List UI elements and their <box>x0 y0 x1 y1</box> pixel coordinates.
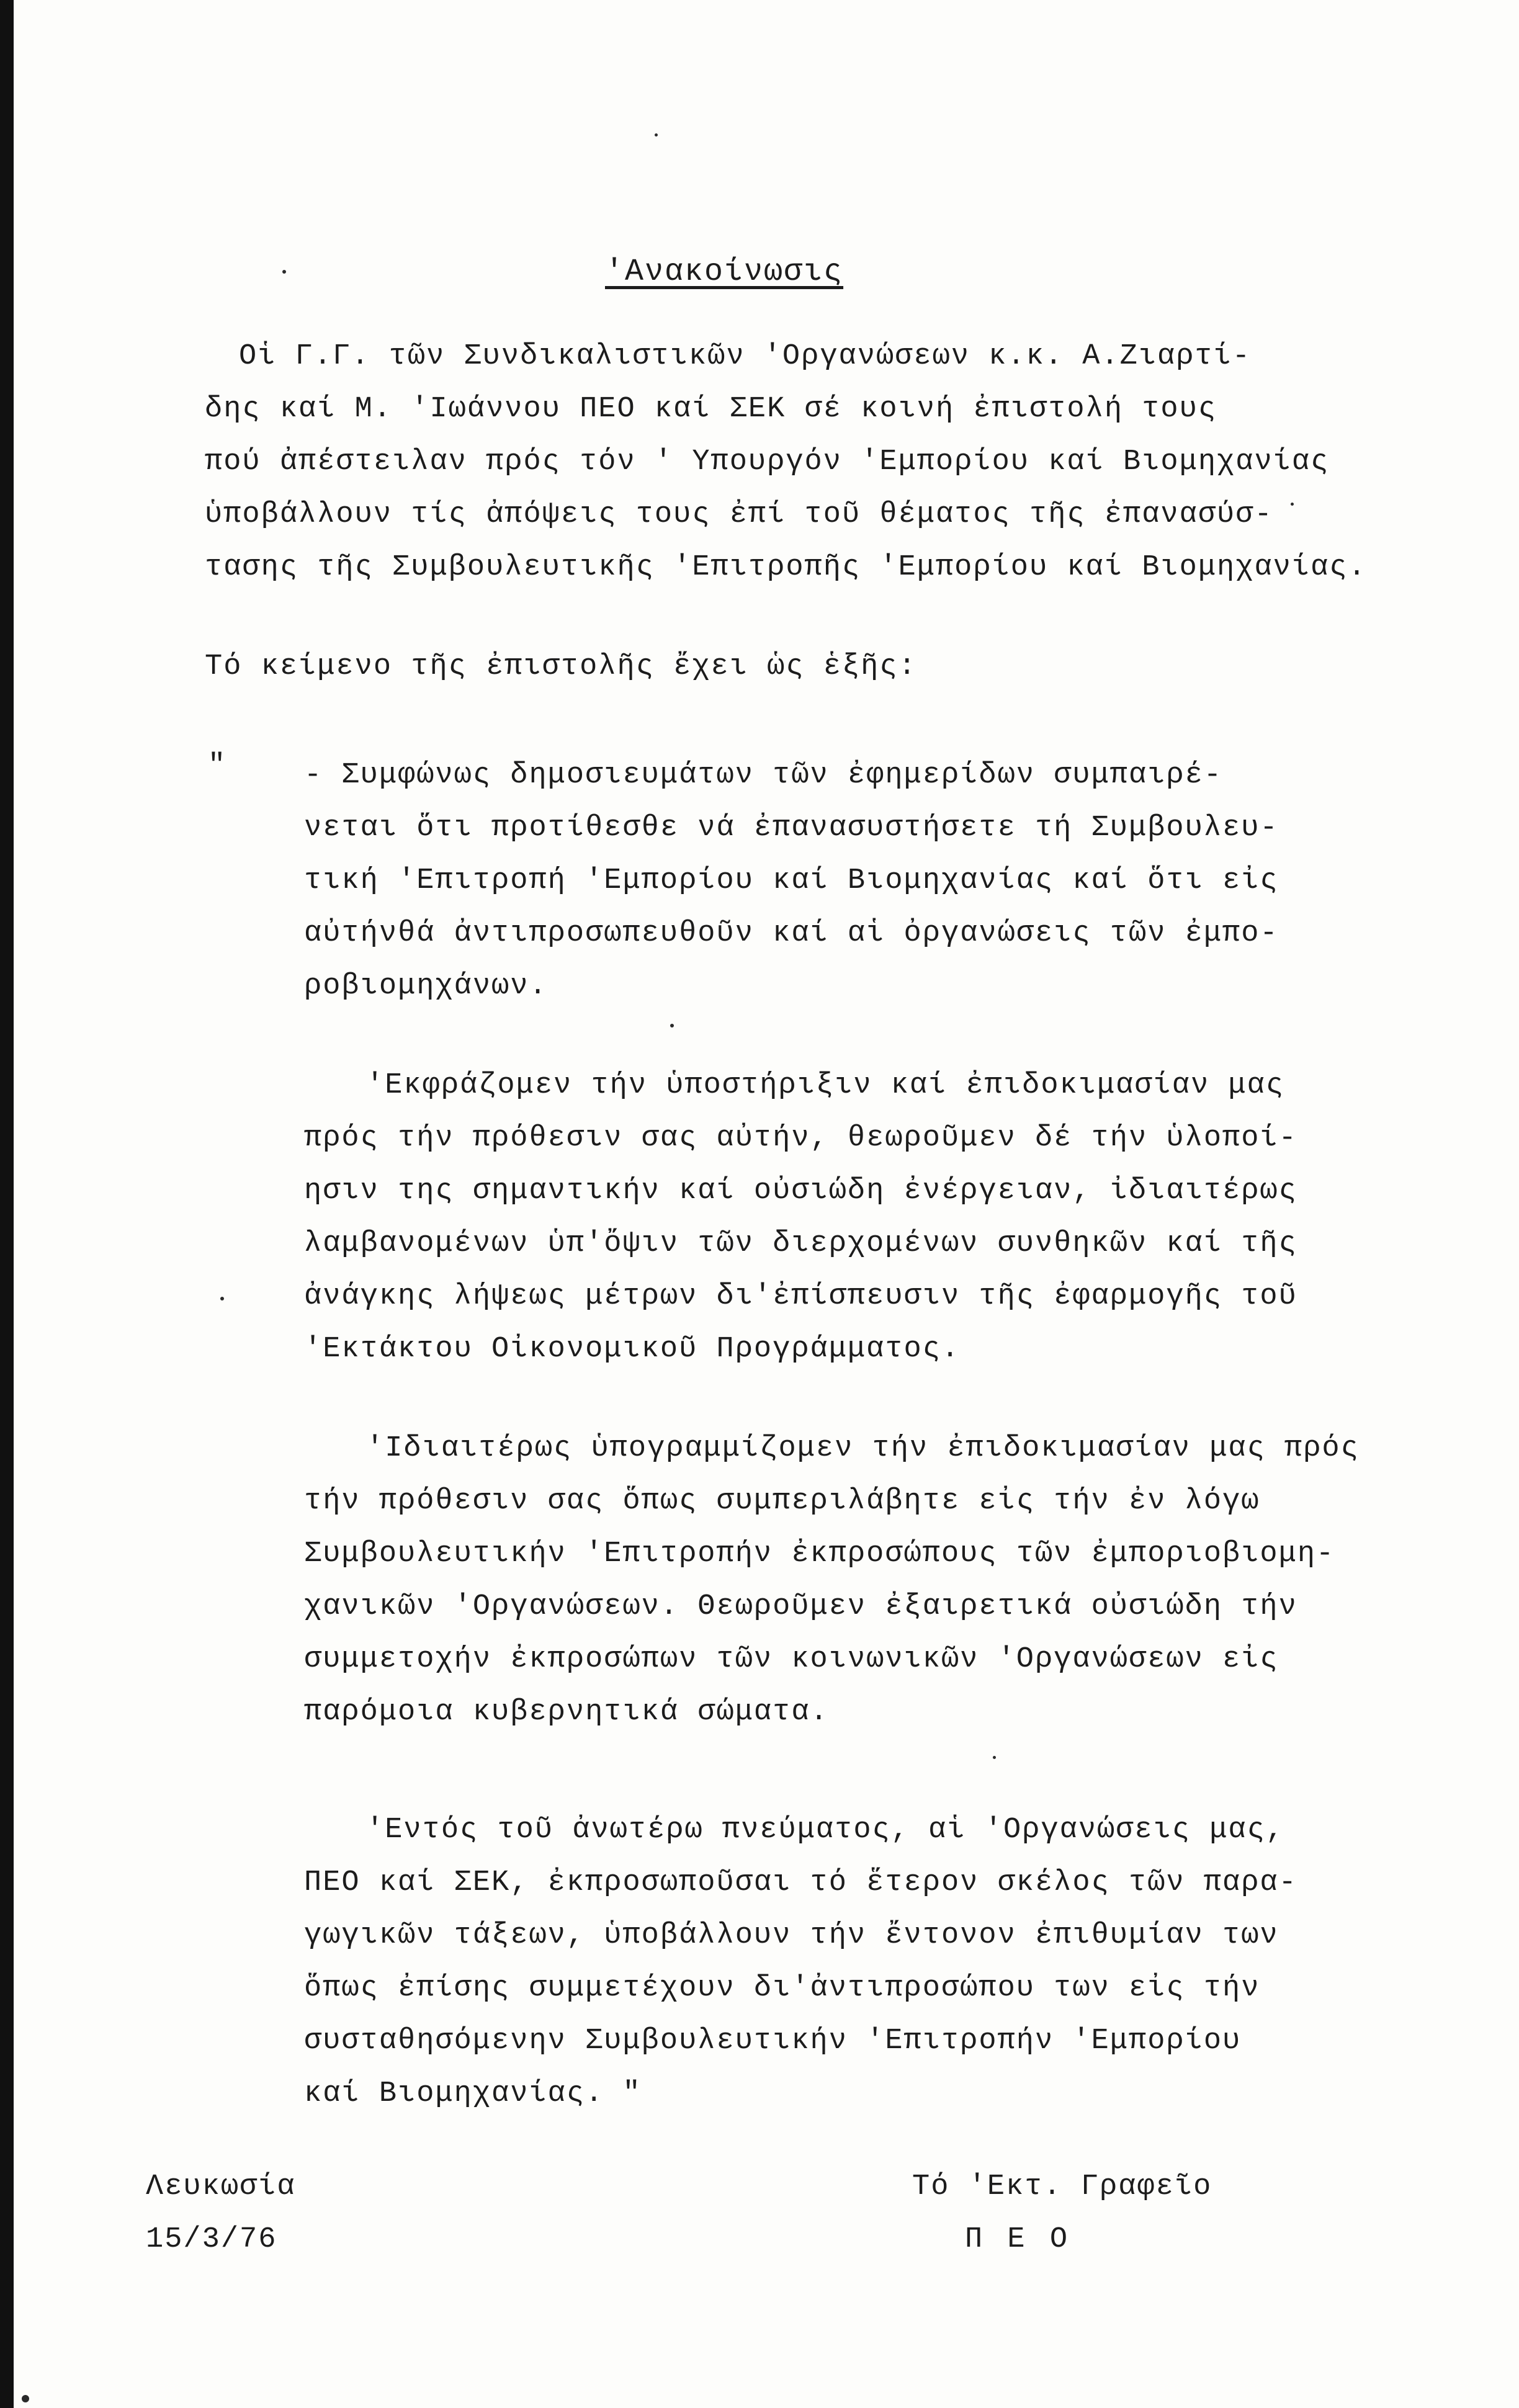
intro-line: Οἱ Γ.Γ. τῶν Συνδικαλιστικῶν 'Οργανώσεων κ.κ. Α.Ζιαρτί- <box>239 340 1252 373</box>
scan-speck <box>670 1024 674 1027</box>
intro-line: πού ἀπέστειλαν πρός τόν ' Υπουργόν 'Εμπορίου καί Βιομηχανίας <box>205 445 1330 478</box>
intro-line: δης καί Μ. 'Ιωάννου ΠΕΟ καί ΣΕΚ σέ κοινή ἐπιστολή τους <box>205 393 1217 426</box>
letter-line: ΠΕΟ καί ΣΕΚ, ἐκπροσωποῦσαι τό ἕτερον σκέλος τῶν παρα- <box>304 1866 1297 1899</box>
letter-line: χανικῶν 'Οργανώσεων. Θεωροῦμεν ἐξαιρετικά οὐσιώδη τήν <box>304 1590 1297 1623</box>
office-label: Τό 'Εκτ. Γραφεῖο <box>912 2170 1212 2203</box>
place-label: Λευκωσία <box>146 2170 296 2203</box>
lead-line: Τό κείμενο τῆς ἐπιστολῆς ἔχει ὡς ἑξῆς: <box>205 650 917 683</box>
scan-edge <box>0 0 14 2408</box>
letter-line: νεται ὅτι προτίθεσθε νά ἐπανασυστήσετε τή Συμβουλευ- <box>304 812 1279 844</box>
letter-line: αὐτήνθά ἀντιπροσωπευθοῦν καί αἱ ὀργανώσεις τῶν ἐμπο- <box>304 917 1279 950</box>
date-label: 15/3/76 <box>146 2223 277 2256</box>
letter-line: καί Βιομηχανίας. " <box>304 2077 642 2110</box>
letter-line: λαμβανομένων ὑπ'ὄψιν τῶν διερχομένων συνθηκῶν καί τῆς <box>304 1227 1297 1260</box>
letter-line: συμμετοχήν ἐκπροσώπων τῶν κοινωνικῶν 'Οργανώσεων εἰς <box>304 1643 1279 1676</box>
letter-line: παρόμοια κυβερνητικά σώματα. <box>304 1696 829 1729</box>
letter-line: πρός τήν πρόθεσιν σας αὐτήν, θεωροῦμεν δέ τήν ὑλοποί- <box>304 1122 1297 1155</box>
letter-line: 'Ιδιαιτέρως ὑπογραμμίζομεν τήν ἐπιδοκιμασίαν μας πρός <box>366 1432 1360 1465</box>
letter-line: ἀνάγκης λήψεως μέτρων δι'ἐπίσπευσιν τῆς ἐφαρμογῆς τοῦ <box>304 1280 1297 1313</box>
letter-line: συσταθησόμενην Συμβουλευτικήν 'Επιτροπήν 'Εμπορίου <box>304 2025 1242 2057</box>
scan-speck <box>220 1297 224 1300</box>
intro-line: τασης τῆς Συμβουλευτικῆς 'Επιτροπῆς 'Εμπορίου καί Βιομηχανίας. <box>205 551 1367 584</box>
letter-line: - Συμφώνως δημοσιευμάτων τῶν ἐφημερίδων συμπαιρέ- <box>304 759 1223 792</box>
letter-line: ροβιομηχάνων. <box>304 970 548 1003</box>
letter-line: Συμβουλευτικήν 'Επιτροπήν ἐκπροσώπους τῶν ἐμποριοβιομη- <box>304 1537 1335 1570</box>
org-label: Π Ε Ο <box>965 2223 1072 2256</box>
letter-line: 'Εκφράζομεν τήν ὑποστήριξιν καί ἐπιδοκιμασίαν μας <box>366 1069 1285 1102</box>
letter-line: τήν πρόθεσιν σας ὅπως συμπεριλάβητε εἰς τήν ἐν λόγω <box>304 1485 1260 1518</box>
letter-line: τική 'Επιτροπή 'Εμπορίου καί Βιομηχανίας καί ὅτι εἰς <box>304 864 1279 897</box>
letter-line: 'Εκτάκτου Οἰκονομικοῦ Προγράμματος. <box>304 1333 961 1366</box>
letter-line: ὅπως ἐπίσης συμμετέχουν δι'ἀντιπροσώπου των εἰς τήν <box>304 1972 1260 2005</box>
letter-line: ησιν της σημαντικήν καί οὐσιώδη ἐνέργειαν, ἰδιαιτέρως <box>304 1175 1297 1207</box>
letter-line: γωγικῶν τάξεων, ὑποβάλλουν τήν ἔντονον ἐπιθυμίαν των <box>304 1919 1279 1952</box>
scan-speck <box>22 2395 29 2402</box>
intro-line: ὑποβάλλουν τίς ἀπόψεις τους ἐπί τοῦ θέματος τῆς ἐπανασύσ- <box>205 498 1273 531</box>
quote-mark: " <box>208 750 227 782</box>
letter-line: 'Εντός τοῦ ἀνωτέρω πνεύματος, αἱ 'Οργανώσεις μας, <box>366 1814 1285 1846</box>
scan-speck <box>993 1756 996 1759</box>
scan-speck <box>282 270 286 274</box>
document-title: 'Ανακοίνωσις <box>605 254 844 290</box>
scan-speck <box>655 133 658 137</box>
scan-speck <box>1291 503 1294 506</box>
